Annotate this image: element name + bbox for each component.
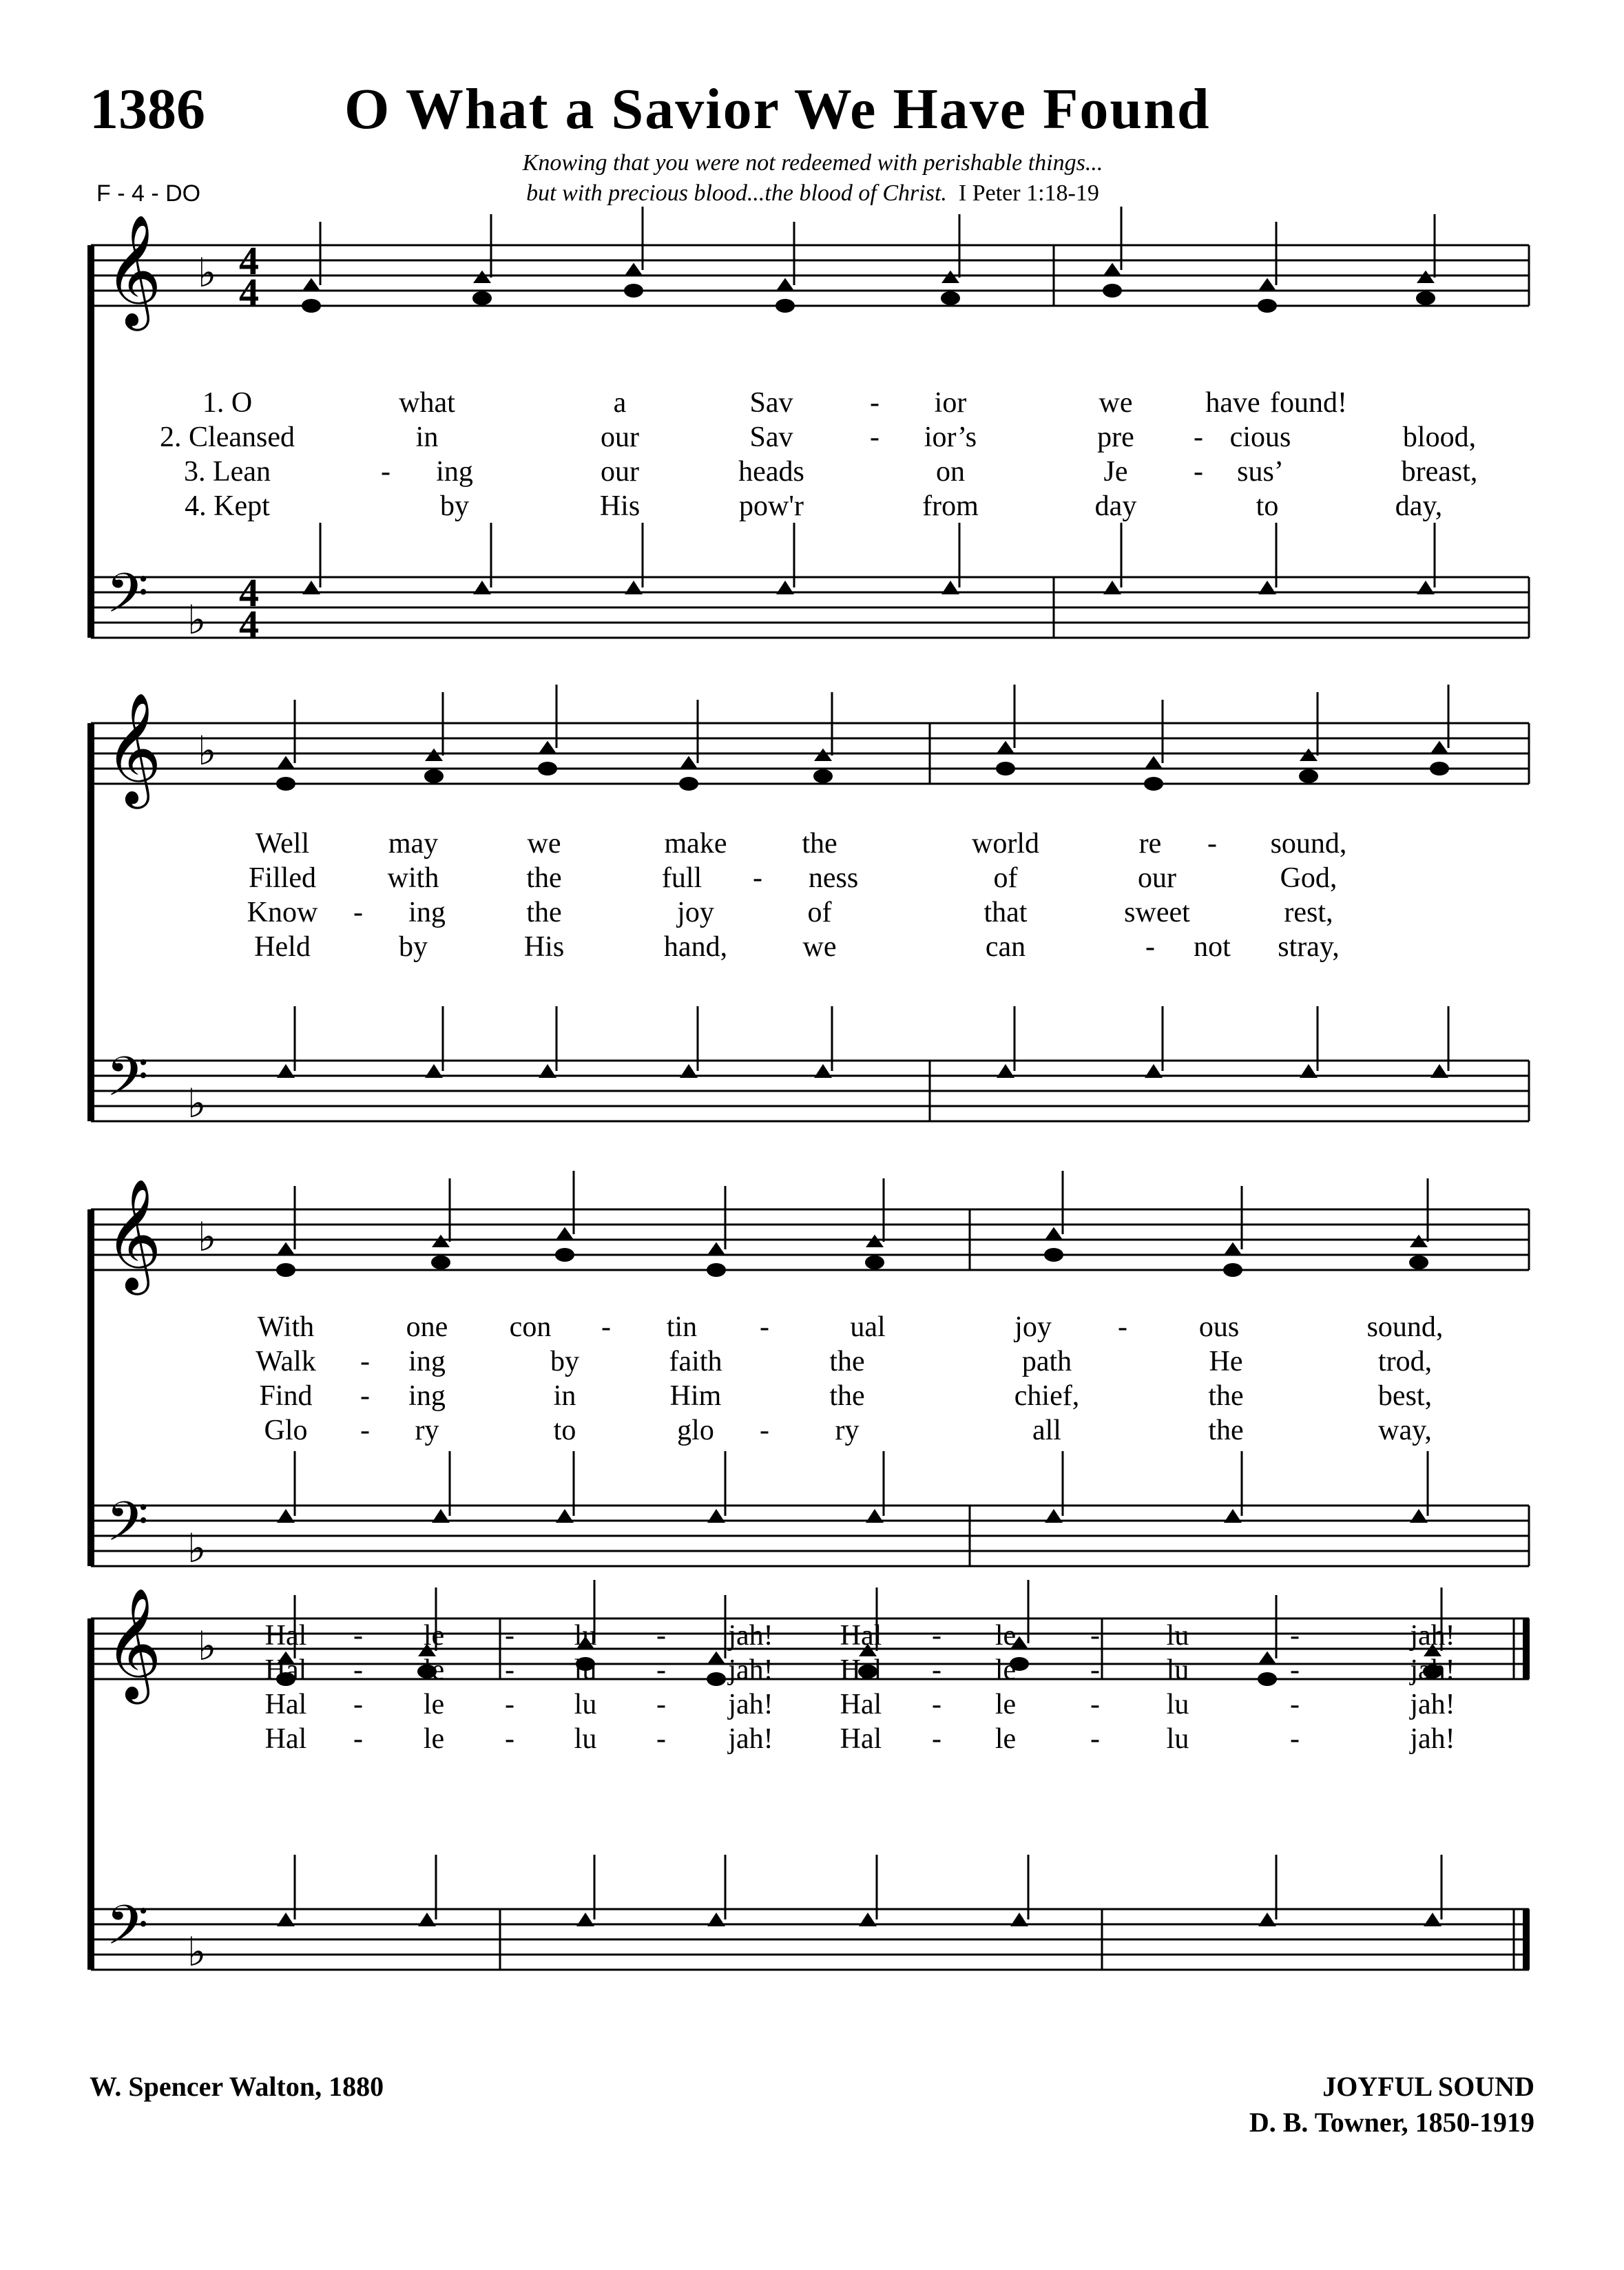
lyric-syllable: re: [1138, 828, 1162, 860]
lyric-syllable: jah!: [728, 1620, 773, 1652]
lyric-syllable: the: [802, 828, 837, 860]
lyric-syllable: -: [505, 1689, 514, 1720]
lyric-syllable: Hal: [264, 1654, 307, 1686]
lyric-syllable: to: [1256, 490, 1279, 522]
treble-note-shape: [625, 263, 643, 275]
lyric-syllable: of: [807, 897, 832, 928]
lyric-syllable: joy: [1014, 1311, 1052, 1343]
lyric-syllable: sound,: [1366, 1311, 1444, 1343]
lyric-syllable: full: [661, 862, 702, 894]
lyric-syllable: stray,: [1278, 931, 1340, 963]
lyric-syllable: -: [760, 1415, 769, 1446]
treble-note-shape: [1410, 1235, 1428, 1247]
treble-note: [1044, 1248, 1063, 1262]
lyric-syllable: -: [656, 1723, 666, 1755]
lyric-syllable: le: [423, 1620, 445, 1652]
lyric-syllable: ry: [835, 1415, 860, 1446]
bass-note: [859, 1913, 877, 1926]
lyric-syllable: in: [415, 421, 439, 453]
treble-note: [1409, 1256, 1428, 1269]
lyric-syllable: He: [1209, 1346, 1243, 1377]
treble-note-shape: [814, 749, 832, 761]
tune-name: JOYFUL SOUND: [1322, 2071, 1534, 2102]
lyric-syllable: 2. Cleansed: [160, 421, 295, 453]
lyric-syllable: -: [1207, 828, 1217, 860]
lyric-syllable: le: [995, 1654, 1017, 1686]
lyric-syllable: -: [1118, 1311, 1127, 1343]
lyric-syllable: with: [387, 862, 439, 894]
author-credit: W. Spencer Walton, 1880: [90, 2071, 384, 2102]
treble-note: [302, 299, 321, 313]
lyric-syllable: Hal: [840, 1689, 882, 1720]
lyric-syllable: le: [995, 1620, 1017, 1652]
treble-clef: 𝄞: [105, 692, 162, 804]
lyric-syllable: -: [870, 421, 879, 453]
treble-note-shape: [1430, 741, 1448, 753]
treble-note: [624, 284, 643, 298]
lyric-syllable: -: [1194, 421, 1203, 453]
lyric-syllable: we: [1099, 387, 1133, 419]
treble-note-shape: [680, 756, 698, 769]
bass-note: [302, 581, 320, 594]
lyric-syllable: lu: [574, 1723, 597, 1755]
scripture-reference: I Peter 1:18-19: [958, 180, 1099, 206]
lyric-syllable: His: [523, 931, 565, 963]
lyric-syllable: the: [829, 1380, 865, 1412]
bass-note: [1430, 1064, 1448, 1078]
bass-note: [1410, 1509, 1428, 1523]
lyric-syllable: the: [829, 1346, 865, 1377]
bass-note: [941, 581, 959, 594]
treble-note-shape: [707, 1242, 725, 1255]
treble-note: [538, 762, 557, 775]
treble-note-shape: [776, 278, 794, 291]
treble-clef: 𝄞: [105, 1587, 162, 1700]
lyric-syllable: -: [870, 387, 879, 419]
lyric-syllable: joy: [677, 897, 714, 928]
treble-note-shape: [556, 1227, 574, 1240]
lyric-syllable: lu: [1166, 1654, 1189, 1686]
bass-note: [473, 581, 491, 594]
lyric-syllable: -: [1290, 1689, 1300, 1720]
lyric-syllable: have: [1205, 387, 1260, 419]
lyric-syllable: lu: [574, 1654, 597, 1686]
lyric-syllable: in: [553, 1380, 576, 1412]
treble-note-shape: [1258, 1652, 1276, 1664]
flat-sign: ♭: [187, 1080, 207, 1127]
bass-note: [680, 1064, 698, 1078]
lyric-syllable: -: [353, 897, 363, 928]
bass-note: [277, 1509, 295, 1523]
lyric-syllable: -: [1090, 1654, 1100, 1686]
bass-note: [625, 581, 643, 594]
lyric-syllable: that: [983, 897, 1028, 928]
lyric-syllable: -: [1090, 1689, 1100, 1720]
treble-note: [707, 1263, 726, 1277]
bass-note: [425, 1064, 443, 1078]
time-signature-top: 4: [239, 570, 259, 615]
lyric-syllable: 3. Lean: [184, 456, 271, 488]
lyric-syllable: Sav: [749, 387, 793, 419]
lyric-syllable: Hal: [264, 1620, 307, 1652]
treble-note: [1258, 299, 1277, 313]
lyric-syllable: -: [360, 1415, 370, 1446]
lyric-syllable: jah!: [1410, 1654, 1455, 1686]
lyric-syllable: by: [399, 931, 428, 963]
lyric-syllable: by: [440, 490, 469, 522]
lyric-syllable: sound,: [1270, 828, 1347, 860]
lyric-syllable: ing: [408, 897, 446, 928]
bass-note: [1417, 581, 1435, 594]
lyric-syllable: pre: [1097, 421, 1134, 453]
lyric-syllable: -: [1290, 1723, 1300, 1755]
lyric-syllable: Sav: [749, 421, 793, 453]
lyric-syllable: sweet: [1124, 897, 1190, 928]
lyric-syllable: trod,: [1377, 1346, 1433, 1377]
treble-note-shape: [539, 741, 556, 753]
treble-note-shape: [866, 1235, 884, 1247]
lyric-syllable: -: [1090, 1723, 1100, 1755]
treble-note: [424, 769, 444, 783]
bass-note: [1424, 1913, 1441, 1926]
bass-note: [556, 1509, 574, 1523]
lyric-syllable: -: [932, 1689, 941, 1720]
treble-note: [472, 291, 492, 305]
time-signature-top: 4: [239, 238, 259, 283]
treble-note-shape: [941, 271, 959, 283]
lyric-syllable: jah!: [1410, 1723, 1455, 1755]
lyric-syllable: the: [1208, 1380, 1244, 1412]
lyric-syllable: le: [995, 1723, 1017, 1755]
lyric-syllable: ry: [415, 1415, 439, 1446]
lyric-syllable: con: [509, 1311, 552, 1343]
treble-note: [707, 1672, 726, 1686]
bass-note: [866, 1509, 884, 1523]
bass-clef: 𝄢: [106, 1893, 149, 1970]
treble-note-shape: [1224, 1242, 1242, 1255]
lyric-syllable: ous: [1198, 1311, 1240, 1343]
lyric-syllable: ing: [408, 1346, 446, 1377]
bass-note: [277, 1064, 295, 1078]
lyric-syllable: -: [381, 456, 391, 488]
lyric-syllable: -: [656, 1689, 666, 1720]
flat-sign: ♭: [198, 1214, 217, 1260]
lyric-syllable: Hal: [840, 1654, 882, 1686]
lyric-syllable: -: [1090, 1620, 1100, 1652]
flat-sign: ♭: [187, 1525, 207, 1572]
flat-sign: ♭: [198, 1623, 217, 1669]
treble-note-shape: [997, 741, 1014, 753]
treble-note-shape: [1417, 271, 1435, 283]
treble-note: [1299, 769, 1318, 783]
treble-note: [1416, 291, 1435, 305]
lyric-syllable: Hal: [264, 1723, 307, 1755]
treble-note: [1258, 1672, 1277, 1686]
scripture-line-1: Knowing that you were not redeemed with perishable things...: [522, 150, 1103, 176]
lyric-syllable: God,: [1280, 862, 1337, 894]
lyric-syllable: jah!: [1410, 1689, 1455, 1720]
lyric-syllable: what: [399, 387, 455, 419]
lyric-syllable: ual: [850, 1311, 886, 1343]
lyric-syllable: heads: [738, 456, 804, 488]
lyric-syllable: a: [613, 387, 627, 419]
treble-note-shape: [302, 278, 320, 291]
lyric-syllable: -: [353, 1620, 363, 1652]
bass-note: [1103, 581, 1121, 594]
lyric-syllable: ness: [808, 862, 859, 894]
lyric-syllable: -: [505, 1723, 514, 1755]
lyric-syllable: best,: [1377, 1380, 1433, 1412]
lyric-syllable: may: [388, 828, 439, 860]
treble-note-shape: [1300, 749, 1318, 761]
lyric-syllable: ior: [934, 387, 967, 419]
lyric-syllable: pow'r: [739, 490, 804, 522]
lyric-syllable: lu: [574, 1620, 597, 1652]
lyric-syllable: Him: [669, 1380, 722, 1412]
lyric-syllable: Glo: [264, 1415, 308, 1446]
hymn-number: 1386: [90, 77, 205, 141]
lyric-syllable: blood,: [1402, 421, 1477, 453]
lyric-syllable: our: [1138, 862, 1176, 894]
flat-sign: ♭: [187, 596, 207, 643]
lyric-syllable: -: [505, 1654, 514, 1686]
lyric-syllable: Hal: [840, 1723, 882, 1755]
treble-clef: 𝄞: [105, 214, 162, 326]
lyric-syllable: jah!: [728, 1689, 773, 1720]
lyric-syllable: -: [601, 1311, 611, 1343]
treble-note: [276, 1263, 295, 1277]
lyric-syllable: -: [360, 1346, 370, 1377]
treble-note: [431, 1256, 450, 1269]
lyric-syllable: the: [1208, 1415, 1244, 1446]
lyric-syllable: -: [353, 1723, 363, 1755]
lyric-syllable: found!: [1270, 387, 1347, 419]
lyric-syllable: -: [353, 1689, 363, 1720]
flat-sign: ♭: [198, 249, 217, 296]
lyric-syllable: -: [932, 1620, 941, 1652]
lyric-syllable: -: [1290, 1620, 1300, 1652]
lyric-syllable: -: [760, 1311, 769, 1343]
lyric-syllable: tin: [666, 1311, 698, 1343]
lyric-syllable: Find: [259, 1380, 313, 1412]
treble-note-shape: [432, 1235, 450, 1247]
lyric-syllable: 4. Kept: [185, 490, 270, 522]
treble-note-shape: [277, 1242, 295, 1255]
lyric-syllable: the: [526, 897, 562, 928]
lyric-syllable: Hal: [264, 1689, 307, 1720]
lyric-syllable: our: [601, 421, 639, 453]
bass-note: [576, 1913, 594, 1926]
bass-note: [539, 1064, 556, 1078]
lyric-syllable: Je: [1103, 456, 1128, 488]
treble-note-shape: [425, 749, 443, 761]
lyric-syllable: breast,: [1401, 456, 1478, 488]
lyric-syllable: -: [353, 1654, 363, 1686]
hymn-title: O What a Savior We Have Found: [344, 77, 1211, 141]
lyric-syllable: not: [1194, 931, 1231, 963]
lyric-syllable: le: [423, 1654, 445, 1686]
lyric-syllable: -: [360, 1380, 370, 1412]
lyric-syllable: le: [423, 1689, 445, 1720]
bass-note: [1258, 581, 1276, 594]
lyric-syllable: -: [505, 1620, 514, 1652]
lyric-syllable: to: [553, 1415, 576, 1446]
key-label: F - 4 - DO: [96, 180, 201, 207]
lyric-syllable: -: [656, 1620, 666, 1652]
lyric-syllable: -: [932, 1723, 941, 1755]
lyric-syllable: -: [656, 1654, 666, 1686]
treble-note: [679, 777, 698, 791]
treble-note: [813, 769, 833, 783]
lyric-syllable: of: [993, 862, 1018, 894]
bass-note: [707, 1913, 725, 1926]
bass-note: [1010, 1913, 1028, 1926]
lyric-syllable: on: [936, 456, 965, 488]
lyric-syllable: jah!: [728, 1654, 773, 1686]
treble-note-shape: [1045, 1227, 1063, 1240]
treble-note: [1144, 777, 1163, 791]
lyric-syllable: day: [1094, 490, 1137, 522]
lyric-syllable: we: [802, 931, 837, 963]
lyric-syllable: le: [423, 1723, 445, 1755]
lyric-syllable: Held: [254, 931, 311, 963]
treble-note: [1103, 284, 1122, 298]
bass-clef: 𝄢: [106, 561, 149, 638]
lyric-syllable: world: [972, 828, 1039, 860]
lyric-syllable: ing: [408, 1380, 446, 1412]
treble-note-shape: [1103, 263, 1121, 275]
lyric-syllable: day,: [1395, 490, 1443, 522]
flat-sign: ♭: [198, 727, 217, 774]
bass-note: [432, 1509, 450, 1523]
treble-note: [1223, 1263, 1242, 1277]
lyric-syllable: glo: [677, 1415, 714, 1446]
bass-note: [776, 581, 794, 594]
treble-note-shape: [1145, 756, 1163, 769]
treble-note-shape: [473, 271, 491, 283]
treble-note-shape: [707, 1652, 725, 1664]
lyric-syllable: jah!: [728, 1723, 773, 1755]
lyric-syllable: the: [526, 862, 562, 894]
lyric-syllable: Well: [255, 828, 310, 860]
bass-note: [997, 1064, 1014, 1078]
bass-note: [1300, 1064, 1318, 1078]
bass-note: [1045, 1509, 1063, 1523]
lyric-syllable: chief,: [1014, 1380, 1080, 1412]
bass-note: [1258, 1913, 1276, 1926]
lyric-syllable: Filled: [248, 862, 317, 894]
lyric-syllable: His: [599, 490, 641, 522]
time-signature-bottom: 4: [239, 270, 259, 315]
bass-note: [707, 1509, 725, 1523]
lyric-syllable: 1. O: [202, 387, 253, 419]
lyric-syllable: can: [985, 931, 1026, 963]
treble-note: [555, 1248, 574, 1262]
scripture-text-2: but with precious blood...the blood of Christ.: [526, 180, 947, 206]
lyric-syllable: lu: [1166, 1620, 1189, 1652]
lyric-syllable: ing: [436, 456, 473, 488]
treble-clef: 𝄞: [105, 1178, 162, 1291]
lyric-syllable: rest,: [1284, 897, 1333, 928]
lyric-syllable: make: [664, 828, 727, 860]
lyric-syllable: from: [922, 490, 979, 522]
lyric-syllable: lu: [1166, 1689, 1189, 1720]
bass-note: [418, 1913, 436, 1926]
time-signature-bottom: 4: [239, 602, 259, 647]
flat-sign: ♭: [187, 1928, 207, 1975]
treble-note: [996, 762, 1015, 775]
lyric-syllable: way,: [1378, 1415, 1432, 1446]
treble-note: [1430, 762, 1449, 775]
lyric-syllable: -: [1290, 1654, 1300, 1686]
bass-note: [814, 1064, 832, 1078]
lyric-syllable: -: [1194, 456, 1203, 488]
lyric-syllable: lu: [574, 1689, 597, 1720]
lyric-syllable: -: [932, 1654, 941, 1686]
treble-note: [775, 299, 795, 313]
lyric-syllable: path: [1021, 1346, 1072, 1377]
lyric-syllable: -: [753, 862, 762, 894]
lyric-syllable: hand,: [663, 931, 728, 963]
lyric-syllable: ior’s: [924, 421, 977, 453]
lyric-syllable: we: [527, 828, 561, 860]
lyric-syllable: our: [601, 456, 639, 488]
treble-note: [941, 291, 960, 305]
bass-note: [1224, 1509, 1242, 1523]
bass-clef: 𝄢: [106, 1490, 149, 1567]
treble-note: [865, 1256, 884, 1269]
lyric-syllable: lu: [1166, 1723, 1189, 1755]
bass-note: [1145, 1064, 1163, 1078]
lyric-syllable: all: [1032, 1415, 1061, 1446]
bass-clef: 𝄢: [106, 1045, 149, 1122]
lyric-syllable: Hal: [840, 1620, 882, 1652]
lyric-syllable: by: [550, 1346, 579, 1377]
treble-note: [276, 777, 295, 791]
treble-note-shape: [1258, 278, 1276, 291]
lyric-syllable: jah!: [1410, 1620, 1455, 1652]
lyric-syllable: one: [406, 1311, 448, 1343]
lyric-syllable: Walk: [256, 1346, 316, 1377]
lyric-syllable: sus’: [1237, 456, 1284, 488]
lyric-syllable: Know: [247, 897, 318, 928]
lyric-syllable: -: [1145, 931, 1155, 963]
lyric-syllable: With: [257, 1311, 315, 1343]
lyric-syllable: le: [995, 1689, 1017, 1720]
treble-note-shape: [277, 756, 295, 769]
lyric-syllable: cious: [1229, 421, 1291, 453]
lyric-syllable: faith: [669, 1346, 722, 1377]
composer-credit: D. B. Towner, 1850-1919: [1249, 2107, 1534, 2138]
bass-note: [277, 1913, 295, 1926]
